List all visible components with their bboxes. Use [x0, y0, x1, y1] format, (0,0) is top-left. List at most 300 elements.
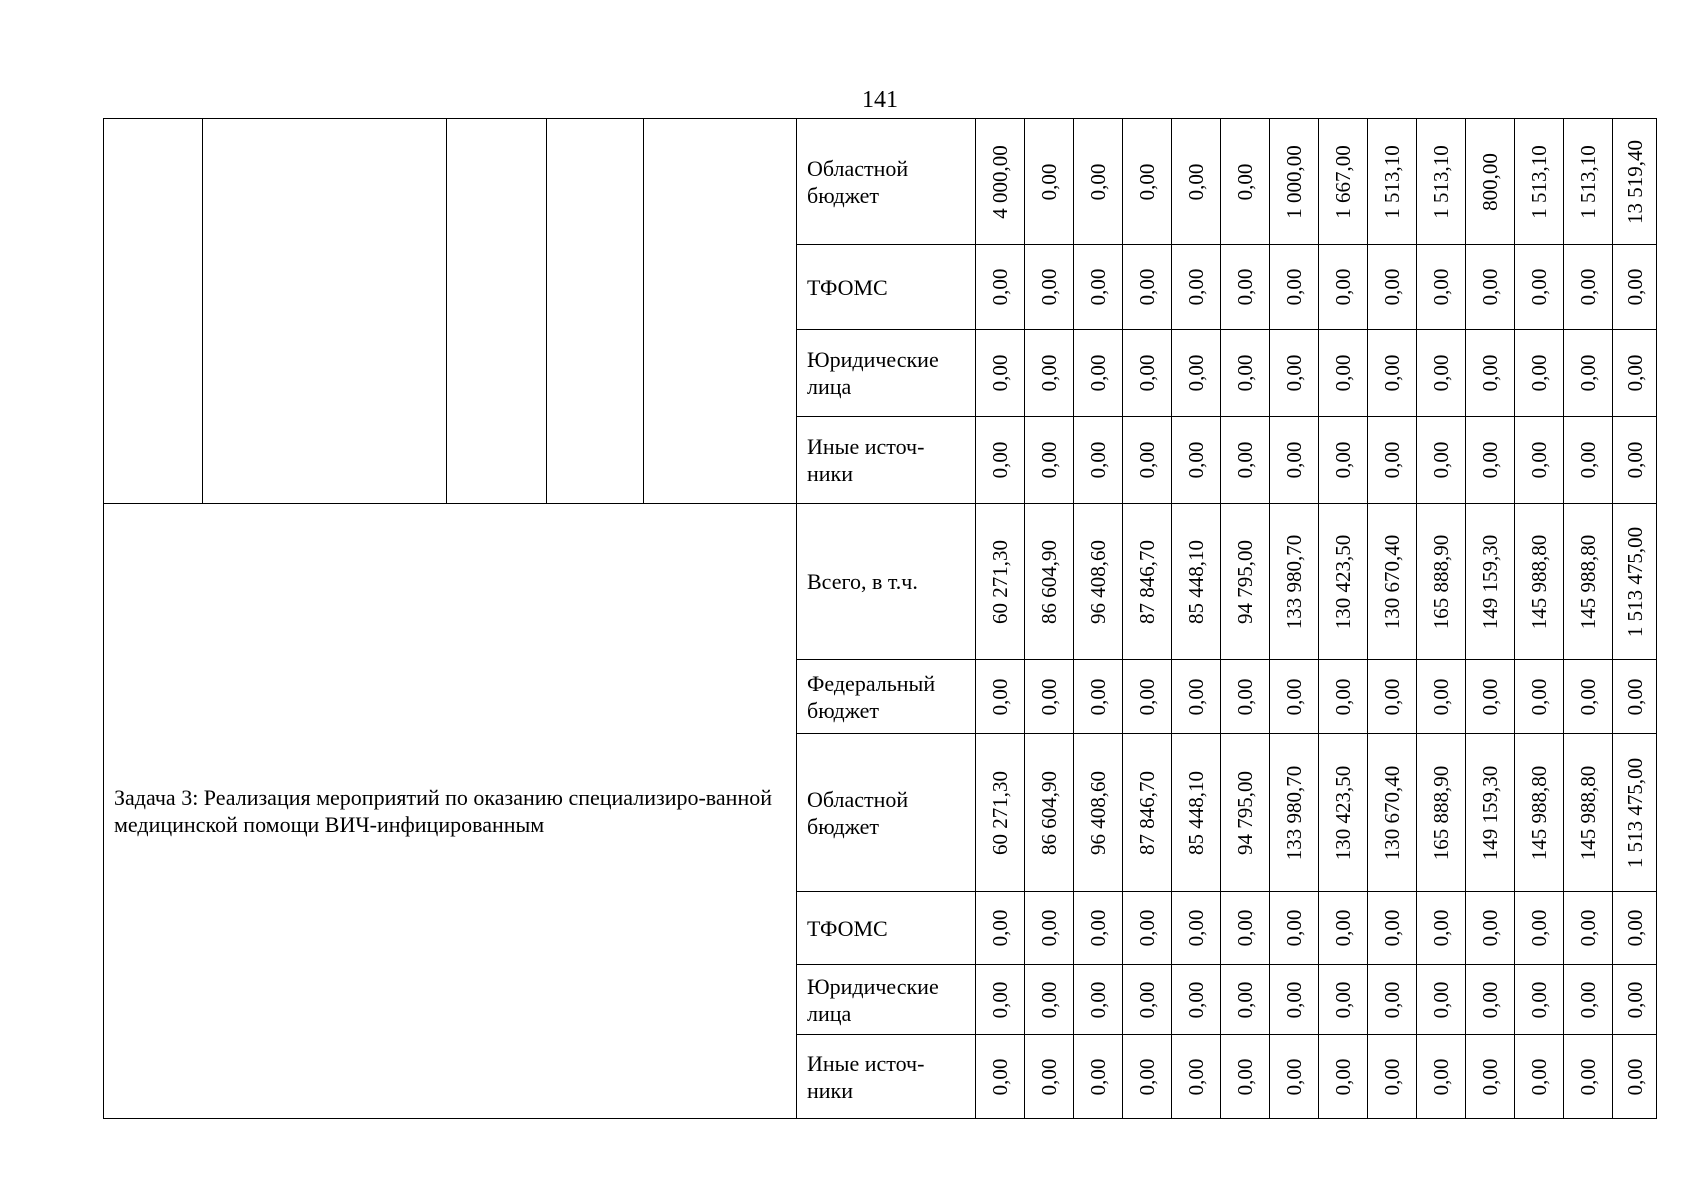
value-cell	[1613, 119, 1657, 245]
value-cell	[1368, 660, 1417, 734]
funding-source-cell	[797, 965, 976, 1035]
value-cell	[1025, 417, 1074, 504]
empty-cell	[447, 119, 547, 504]
value-text: 0,00	[1429, 441, 1453, 479]
value-text: 0,00	[1233, 678, 1257, 715]
value-cell	[1613, 417, 1657, 504]
funding-source-label: Областной бюджет	[807, 155, 909, 208]
value-cell	[1270, 965, 1319, 1035]
value-cell	[1564, 504, 1613, 660]
value-cell	[1466, 119, 1515, 245]
value-text: 0,00	[1478, 354, 1502, 392]
value-cell	[1172, 417, 1221, 504]
value-text: 0,00	[1184, 678, 1208, 715]
value-cell	[1074, 660, 1123, 734]
value-cell	[1515, 892, 1564, 965]
value-cell	[1368, 965, 1417, 1035]
value-cell	[976, 660, 1025, 734]
funding-source-cell	[797, 119, 976, 245]
value-cell	[1564, 965, 1613, 1035]
value-text: 0,00	[1380, 678, 1404, 715]
value-cell	[1319, 1035, 1368, 1119]
value-text: 0,00	[988, 1058, 1012, 1095]
value-text: 1 513,10	[1380, 144, 1404, 219]
value-cell	[1515, 734, 1564, 892]
table-row	[104, 119, 1657, 245]
value-cell	[1319, 965, 1368, 1035]
value-cell	[1564, 1035, 1613, 1119]
value-cell	[1172, 892, 1221, 965]
table-row	[104, 504, 1657, 660]
value-cell	[1515, 417, 1564, 504]
value-cell	[1368, 330, 1417, 417]
value-cell	[1466, 504, 1515, 660]
value-cell	[1270, 330, 1319, 417]
value-cell	[1172, 734, 1221, 892]
value-text: 0,00	[1135, 163, 1159, 200]
value-cell	[976, 734, 1025, 892]
value-cell	[1221, 417, 1270, 504]
value-text: 0,00	[1576, 909, 1600, 947]
funding-source-label: Областной бюджет	[807, 786, 909, 839]
value-text: 0,00	[1622, 909, 1647, 947]
value-cell	[1025, 504, 1074, 660]
value-text: 0,00	[1135, 354, 1159, 392]
value-cell	[1074, 119, 1123, 245]
value-cell	[1172, 245, 1221, 330]
value-cell	[1025, 892, 1074, 965]
value-cell	[1270, 1035, 1319, 1119]
funding-source-label: Федеральный бюджет	[807, 670, 936, 723]
value-text: 0,00	[1282, 1058, 1306, 1095]
value-text: 0,00	[1135, 678, 1159, 715]
value-cell	[1221, 734, 1270, 892]
value-text: 85 448,10	[1184, 539, 1208, 624]
value-text: 0,00	[1086, 268, 1110, 306]
value-text: 130 423,50	[1331, 534, 1355, 629]
value-cell	[1613, 330, 1657, 417]
budget-table	[103, 118, 1657, 1119]
value-text: 0,00	[1135, 268, 1159, 306]
value-cell	[1025, 1035, 1074, 1119]
value-text: 4 000,00	[988, 144, 1012, 219]
value-cell	[976, 245, 1025, 330]
value-text: 0,00	[1233, 981, 1257, 1018]
value-text: 0,00	[988, 909, 1012, 947]
value-cell	[1123, 504, 1172, 660]
value-cell	[1074, 504, 1123, 660]
empty-cell	[547, 119, 644, 504]
value-text: 0,00	[1478, 441, 1502, 479]
value-cell	[1270, 734, 1319, 892]
value-text: 0,00	[1576, 678, 1600, 715]
value-text: 0,00	[1622, 268, 1647, 306]
value-cell	[1319, 660, 1368, 734]
value-text: 0,00	[1086, 678, 1110, 715]
value-cell	[1417, 245, 1466, 330]
value-text: 0,00	[1527, 909, 1551, 947]
value-cell	[1123, 660, 1172, 734]
funding-source-label: Всего, в т.ч.	[807, 569, 918, 594]
value-text: 0,00	[1037, 678, 1061, 715]
value-text: 94 795,00	[1233, 770, 1257, 855]
value-text: 0,00	[1184, 163, 1208, 200]
value-cell	[1025, 660, 1074, 734]
value-text: 0,00	[1037, 981, 1061, 1018]
value-text: 145 988,80	[1576, 534, 1600, 629]
value-cell	[1564, 892, 1613, 965]
value-cell	[1613, 1035, 1657, 1119]
value-cell	[1123, 119, 1172, 245]
value-text: 60 271,30	[988, 539, 1012, 624]
value-text: 0,00	[1429, 909, 1453, 947]
value-text: 0,00	[1331, 268, 1355, 306]
value-text: 1 513,10	[1429, 144, 1453, 219]
value-cell	[1074, 965, 1123, 1035]
value-text: 0,00	[1622, 354, 1647, 392]
value-cell	[1368, 119, 1417, 245]
value-text: 0,00	[1037, 1058, 1061, 1095]
value-cell	[1270, 660, 1319, 734]
value-text: 0,00	[1429, 678, 1453, 715]
value-text: 0,00	[1622, 1058, 1647, 1095]
value-cell	[976, 1035, 1025, 1119]
value-cell	[1515, 504, 1564, 660]
value-text: 145 988,80	[1527, 534, 1551, 629]
value-cell	[1466, 892, 1515, 965]
value-text: 0,00	[1331, 678, 1355, 715]
funding-source-cell	[797, 660, 976, 734]
value-text: 0,00	[1282, 268, 1306, 306]
empty-cell	[104, 119, 203, 504]
value-text: 0,00	[1184, 909, 1208, 947]
funding-source-label: ТФОМС	[807, 274, 888, 300]
value-cell	[1368, 504, 1417, 660]
value-text: 0,00	[1478, 268, 1502, 306]
value-text: 96 408,60	[1086, 539, 1110, 624]
value-text: 0,00	[1527, 268, 1551, 306]
value-text: 1 513 475,00	[1622, 526, 1647, 637]
value-text: 86 604,90	[1037, 770, 1061, 855]
funding-source-label: Юридические лица	[807, 347, 939, 399]
value-text: 0,00	[1184, 354, 1208, 392]
value-text: 0,00	[1380, 441, 1404, 479]
value-cell	[1368, 417, 1417, 504]
value-cell	[1123, 734, 1172, 892]
value-text: 0,00	[1086, 1058, 1110, 1095]
value-text: 145 988,80	[1527, 765, 1551, 860]
value-text: 0,00	[1037, 441, 1061, 479]
value-cell	[1270, 119, 1319, 245]
value-cell	[1270, 504, 1319, 660]
value-text: 0,00	[1622, 678, 1647, 715]
value-cell	[1466, 734, 1515, 892]
value-text: 0,00	[1527, 1058, 1551, 1095]
value-text: 0,00	[1478, 678, 1502, 715]
value-text: 0,00	[1380, 981, 1404, 1018]
value-cell	[1319, 119, 1368, 245]
value-text: 0,00	[1622, 981, 1647, 1018]
value-cell	[1074, 892, 1123, 965]
value-text: 133 980,70	[1282, 765, 1306, 860]
value-cell	[1074, 330, 1123, 417]
task-title: Задача 3: Реализация мероприятий по оказанию специализиро-ванной медицинской помощи ВИЧ-инфицированным	[114, 785, 772, 837]
value-text: 0,00	[1527, 981, 1551, 1018]
value-text: 0,00	[1576, 1058, 1600, 1095]
value-text: 96 408,60	[1086, 770, 1110, 855]
value-cell	[1564, 245, 1613, 330]
value-cell	[1466, 245, 1515, 330]
value-text: 0,00	[1429, 981, 1453, 1018]
value-cell	[1613, 660, 1657, 734]
value-cell	[1613, 245, 1657, 330]
value-text: 0,00	[988, 678, 1012, 715]
value-text: 86 604,90	[1037, 539, 1061, 624]
value-text: 0,00	[1037, 163, 1061, 200]
value-text: 0,00	[1233, 1058, 1257, 1095]
value-cell	[1319, 504, 1368, 660]
value-text: 0,00	[1478, 909, 1502, 947]
value-cell	[1515, 330, 1564, 417]
value-cell	[1025, 734, 1074, 892]
value-cell	[1466, 965, 1515, 1035]
value-text: 130 670,40	[1380, 534, 1404, 629]
value-text: 0,00	[1086, 163, 1110, 200]
value-text: 0,00	[1037, 909, 1061, 947]
value-text: 0,00	[1233, 354, 1257, 392]
value-cell	[1172, 660, 1221, 734]
value-text: 0,00	[988, 981, 1012, 1018]
value-cell	[1221, 504, 1270, 660]
page-number: 141	[862, 87, 898, 113]
value-cell	[1319, 417, 1368, 504]
value-text: 0,00	[1282, 981, 1306, 1018]
value-cell	[1319, 892, 1368, 965]
value-text: 0,00	[1380, 354, 1404, 392]
value-cell	[1613, 965, 1657, 1035]
value-text: 1 000,00	[1282, 144, 1306, 219]
value-cell	[1466, 660, 1515, 734]
value-cell	[1564, 330, 1613, 417]
value-cell	[1515, 965, 1564, 1035]
value-cell	[1417, 504, 1466, 660]
value-text: 0,00	[1380, 909, 1404, 947]
value-cell	[1270, 892, 1319, 965]
value-text: 165 888,90	[1429, 534, 1453, 629]
value-cell	[976, 965, 1025, 1035]
value-cell	[1270, 245, 1319, 330]
value-text: 165 888,90	[1429, 765, 1453, 860]
value-text: 0,00	[988, 354, 1012, 392]
value-text: 0,00	[1576, 441, 1600, 479]
funding-source-label: Юридические лица	[807, 973, 939, 1026]
value-cell	[1221, 892, 1270, 965]
task-title-cell	[104, 504, 797, 1119]
value-text: 1 513 475,00	[1622, 757, 1647, 868]
value-cell	[1074, 417, 1123, 504]
value-cell	[1025, 330, 1074, 417]
value-cell	[1319, 734, 1368, 892]
value-text: 85 448,10	[1184, 770, 1208, 855]
value-text: 800,00	[1478, 152, 1502, 211]
value-cell	[976, 119, 1025, 245]
value-cell	[1221, 660, 1270, 734]
value-text: 0,00	[1086, 981, 1110, 1018]
value-text: 1 513,10	[1576, 144, 1600, 219]
funding-source-label: ТФОМС	[807, 915, 888, 941]
value-cell	[1123, 1035, 1172, 1119]
value-text: 0,00	[1331, 909, 1355, 947]
value-text: 0,00	[1184, 981, 1208, 1018]
value-text: 130 670,40	[1380, 765, 1404, 860]
funding-source-cell	[797, 330, 976, 417]
value-text: 0,00	[1576, 354, 1600, 392]
value-cell	[1515, 1035, 1564, 1119]
value-text: 0,00	[988, 268, 1012, 306]
value-cell	[1221, 965, 1270, 1035]
value-cell	[1025, 965, 1074, 1035]
value-cell	[1417, 417, 1466, 504]
value-cell	[976, 504, 1025, 660]
funding-source-cell	[797, 245, 976, 330]
value-text: 0,00	[1478, 1058, 1502, 1095]
funding-source-cell	[797, 892, 976, 965]
value-text: 0,00	[1429, 268, 1453, 306]
value-cell	[1368, 245, 1417, 330]
empty-cell	[203, 119, 447, 504]
value-cell	[1564, 734, 1613, 892]
value-text: 0,00	[1282, 678, 1306, 715]
value-text: 0,00	[1282, 441, 1306, 479]
value-cell	[1368, 734, 1417, 892]
value-text: 0,00	[1478, 981, 1502, 1018]
value-text: 0,00	[1282, 909, 1306, 947]
value-text: 1 513,10	[1527, 144, 1551, 219]
value-cell	[1515, 660, 1564, 734]
value-text: 0,00	[1233, 163, 1257, 200]
value-text: 0,00	[1429, 354, 1453, 392]
value-text: 1 667,00	[1331, 144, 1355, 219]
value-text: 0,00	[1184, 268, 1208, 306]
value-cell	[1074, 734, 1123, 892]
value-cell	[976, 330, 1025, 417]
value-text: 0,00	[1086, 441, 1110, 479]
value-cell	[1368, 892, 1417, 965]
funding-source-label: Иные источ-ники	[807, 434, 925, 486]
value-cell	[1172, 1035, 1221, 1119]
value-text: 0,00	[1233, 268, 1257, 306]
value-cell	[1172, 965, 1221, 1035]
value-cell	[1123, 965, 1172, 1035]
value-cell	[1613, 504, 1657, 660]
value-text: 60 271,30	[988, 770, 1012, 855]
value-cell	[1123, 245, 1172, 330]
value-text: 0,00	[1380, 1058, 1404, 1095]
value-cell	[1417, 734, 1466, 892]
funding-source-cell	[797, 1035, 976, 1119]
value-text: 0,00	[1086, 909, 1110, 947]
value-cell	[1025, 245, 1074, 330]
value-cell	[1123, 330, 1172, 417]
value-text: 0,00	[1527, 354, 1551, 392]
value-cell	[1564, 660, 1613, 734]
value-cell	[1417, 892, 1466, 965]
value-text: 0,00	[1086, 354, 1110, 392]
value-cell	[1319, 330, 1368, 417]
value-cell	[1613, 734, 1657, 892]
value-cell	[1417, 330, 1466, 417]
value-cell	[1221, 330, 1270, 417]
value-cell	[1025, 119, 1074, 245]
value-text: 0,00	[1380, 268, 1404, 306]
value-text: 0,00	[1527, 441, 1551, 479]
value-cell	[1172, 330, 1221, 417]
value-text: 0,00	[1282, 354, 1306, 392]
value-cell	[1613, 892, 1657, 965]
value-cell	[1466, 1035, 1515, 1119]
value-cell	[976, 892, 1025, 965]
value-cell	[1074, 245, 1123, 330]
value-text: 0,00	[1233, 441, 1257, 479]
value-cell	[1564, 119, 1613, 245]
value-text: 0,00	[1429, 1058, 1453, 1095]
value-cell	[976, 417, 1025, 504]
value-cell	[1221, 1035, 1270, 1119]
value-cell	[1172, 504, 1221, 660]
value-text: 0,00	[1576, 981, 1600, 1018]
empty-cell	[644, 119, 797, 504]
value-text: 87 846,70	[1135, 539, 1159, 624]
value-text: 0,00	[1331, 981, 1355, 1018]
value-text: 130 423,50	[1331, 765, 1355, 860]
value-text: 0,00	[1331, 1058, 1355, 1095]
value-text: 0,00	[1135, 981, 1159, 1018]
value-cell	[1123, 417, 1172, 504]
value-cell	[1417, 119, 1466, 245]
value-text: 0,00	[1184, 1058, 1208, 1095]
value-cell	[1466, 330, 1515, 417]
value-text: 94 795,00	[1233, 539, 1257, 624]
value-text: 13 519,40	[1622, 139, 1647, 224]
value-cell	[1417, 1035, 1466, 1119]
funding-source-cell	[797, 734, 976, 892]
value-text: 149 159,30	[1478, 765, 1502, 860]
value-cell	[1417, 965, 1466, 1035]
value-text: 0,00	[1331, 354, 1355, 392]
value-text: 0,00	[1135, 1058, 1159, 1095]
value-text: 0,00	[988, 441, 1012, 479]
value-cell	[1319, 245, 1368, 330]
value-text: 145 988,80	[1576, 765, 1600, 860]
value-cell	[1172, 119, 1221, 245]
value-cell	[1123, 892, 1172, 965]
value-text: 0,00	[1331, 441, 1355, 479]
value-text: 87 846,70	[1135, 770, 1159, 855]
value-text: 149 159,30	[1478, 534, 1502, 629]
value-text: 0,00	[1135, 909, 1159, 947]
value-cell	[1515, 119, 1564, 245]
value-cell	[1221, 119, 1270, 245]
value-text: 0,00	[1576, 268, 1600, 306]
funding-source-cell	[797, 417, 976, 504]
value-cell	[1515, 245, 1564, 330]
value-cell	[1074, 1035, 1123, 1119]
value-text: 0,00	[1135, 441, 1159, 479]
value-text: 0,00	[1622, 441, 1647, 479]
value-cell	[1368, 1035, 1417, 1119]
funding-source-label: Иные источ-ники	[807, 1050, 925, 1103]
value-text: 0,00	[1184, 441, 1208, 479]
